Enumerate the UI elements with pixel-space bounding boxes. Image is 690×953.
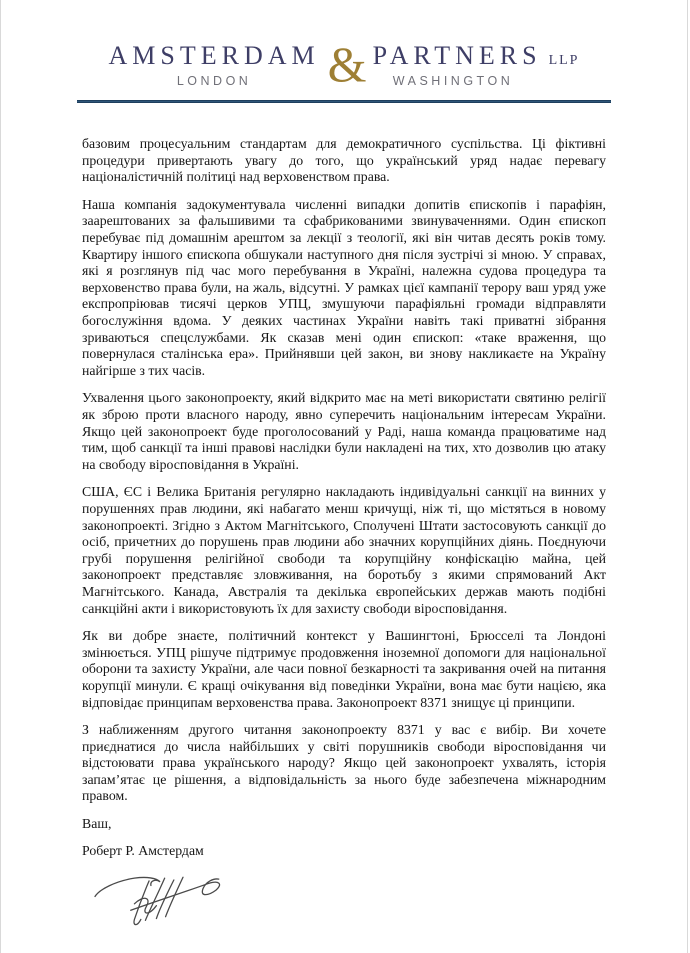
firm-name-amsterdam: AMSTERDAM [108,41,320,70]
signature-block [92,869,606,935]
llp-suffix: LLP [548,53,580,68]
letter-body [82,136,606,935]
firm-name-partners-row [373,42,580,71]
signer-name: Роберт Р. Амстердам [82,842,204,858]
firm-name-partners: PARTNERS [372,41,542,70]
office-washington-label: WASHINGTON [392,73,514,88]
paragraph-5: Як ви добре знаєте, політичний контекст у Вашингтоні, Брюсселі та Лондоні змінюється. УПЦ рішуче підтримує продовження іноземної допомоги для національної оборони та захисту України, але часи повної безкарності та закривання очей на питання корупції минули. Є кращі очікування від поведінки України, вона має бути нацією, яка відповідає принципам верховенства права. Законопроект 8371 знищує ці принципи. [82,628,606,710]
firm-logo [1,36,687,92]
office-london-label: LONDON [176,73,252,88]
logo-right-column [373,42,580,87]
closing-salutation: Ваш, [82,816,112,832]
ampersand-icon: & [327,36,367,92]
header-divider [77,100,611,103]
paragraph-3: Ухвалення цього законопроекту, який відкрито має на меті використати святиню релігії як зброю проти власного народу, явно суперечить національним інтересам України. Якщо цей законопроект буде проголосований у Раді, наша команда працюватиме над тим, щоб санкції та інші правові наслідки були накладені на тих, хто дозволив цю атаку на свободу віросповідання в Україні. [82,390,606,472]
letterhead [1,0,687,103]
paragraph-2: Наша компанія задокументувала численні випадки допитів єпископів і парафіян, заарештованих за фальшивими та сфабрикованими звинуваченнями. Один єпископ перебуває під домашнім арештом за лекції з теології, які він читав десять років тому. Квартиру іншого єпископа обшукали наступного дня після зустрічі зі мною. У справах, які я розглянув під час мого перебування в Україні, належна судова процедура та верховенство права були, на жаль, відсутні. У рамках цієї кампанії терору ваш уряд уже експропріював тисячі церков УПЦ, змушуючи парафіяльні громади відправляти богослужіння вдома. У деяких частинах України навіть такі приватні зібрання зриваються спецслужбами. Як сказав мені один єпископ: «таке враження, що повернулася сталінська ера». Прийнявши цей закон, ви знову накликаєте на Україну найгірше з тих часів. [82,196,606,378]
paragraph-6: З наближенням другого читання законопроекту 8371 у вас є вибір. Ви хочете приєднатися до числа найбільших у світі порушників свободи віросповідання чи відстоювати права українського народу? Якщо цей законопроект ухвалять, історія запам’ятає це рішення, а відповідальність за нього буде забезпечена міжнародним правом. [82,722,606,804]
paragraph-1: базовим процесуальним стандартам для демократичного суспільства. Ці фіктивні процедури привертають увагу до того, що український уряд надає перевагу націоналістичній політиці над верховенством права. [82,136,606,185]
paragraph-4: США, ЄС і Велика Британія регулярно накладають індивідуальні санкції на винних у порушеннях прав людини, які набагато менш кричущі, ніж ті, що містяться в новому законопроекті. Згідно з Актом Магнітського, Сполучені Штати застосовують санкції до осіб, причетних до порушень прав людини або значних корупційних діянь. Поєднуючи грубі порушення релігійної свободи та корупційну конфіскацію майна, цей законопроект представляє зловживання, на боротьбу з якими спрямований Акт Магнітського. Канада, Австралія та декілька європейських держав мають подібні санкційні акти і використовують їх для захисту свободи віросповідання. [82,484,606,616]
handwritten-signature-icon [92,869,230,935]
logo-left-column [109,42,320,87]
